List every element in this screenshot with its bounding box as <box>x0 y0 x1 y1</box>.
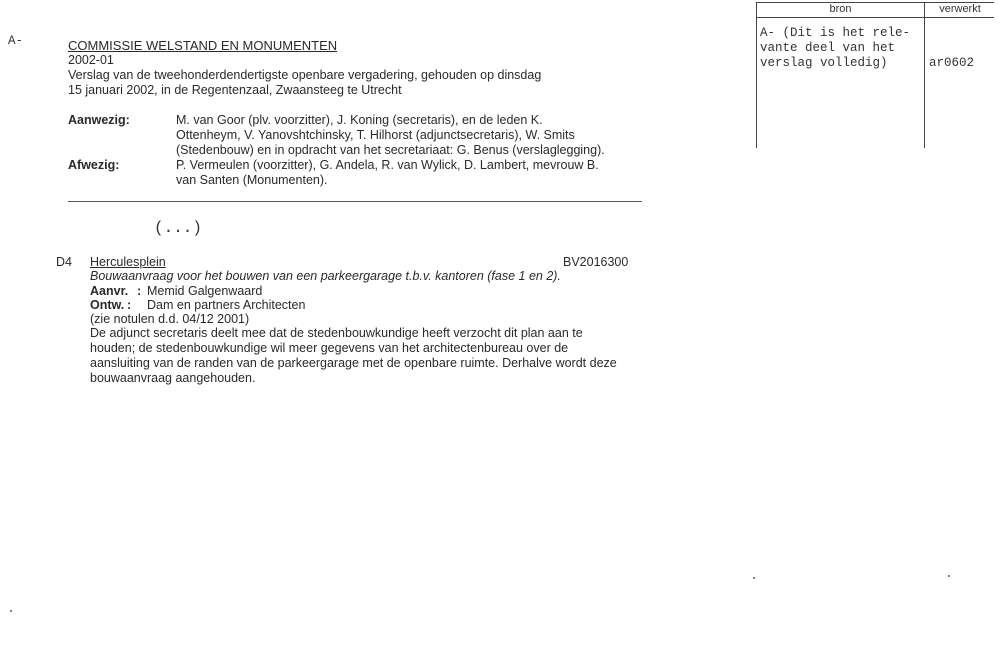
scan-speck <box>753 577 755 579</box>
bron-line: A- (Dit is het rele- <box>760 26 911 40</box>
document-subtitle-line2: 15 januari 2002, in de Regentenzaal, Zwaansteeg te Utrecht <box>68 83 402 97</box>
bron-line: verslag volledig) <box>760 56 888 70</box>
designer-name: Dam en partners Architecten <box>147 298 306 312</box>
present-line: Ottenheym, V. Yanovshtchinsky, T. Hilhorst (adjunctsecretaris), W. Smits <box>176 128 575 142</box>
table-header-bron: bron <box>829 3 852 15</box>
present-line: M. van Goor (plv. voorzitter), J. Koning (secretaris), en de leden K. <box>176 113 543 127</box>
verwerkt-value: ar0602 <box>929 56 975 70</box>
item-code: D4 <box>56 255 72 269</box>
item-location: Herculesplein <box>90 255 166 269</box>
bron-line: vante deel van het <box>760 41 896 55</box>
table-header-verwerkt: verwerkt <box>939 3 981 15</box>
item-body-line: aansluiting van de randen van de parkeergarage met de openbare ruimte. Derhalve wordt deze <box>90 356 617 370</box>
document-subtitle-line1: Verslag van de tweehonderdendertigste openbare vergadering, gehouden op dinsdag <box>68 68 542 82</box>
designer-separator: : <box>127 298 132 312</box>
item-body-line: De adjunct secretaris deelt mee dat de stedenbouwkundige heeft verzocht dit plan aan te <box>90 326 583 340</box>
item-body-line: houden; de stedenbouwkundige wil meer gegevens van het architectenbureau over de <box>90 341 569 355</box>
item-note: (zie notulen d.d. 04/12 2001) <box>90 312 250 326</box>
scan-speck <box>948 575 950 577</box>
item-reference: BV2016300 <box>563 255 629 269</box>
designer-label: Ontw. <box>90 298 125 312</box>
section-divider <box>68 201 642 202</box>
absent-label: Afwezig: <box>68 158 120 172</box>
present-line: (Stedenbouw) en in opdracht van het secretariaat: G. Benus (verslaglegging). <box>176 143 605 157</box>
margin-mark: A- <box>8 34 24 48</box>
item-body-line: bouwaanvraag aangehouden. <box>90 371 256 385</box>
document-title: COMMISSIE WELSTAND EN MONUMENTEN <box>68 38 338 53</box>
item-description: Bouwaanvraag voor het bouwen van een parkeergarage t.b.v. kantoren (fase 1 en 2). <box>90 269 561 283</box>
applicant-label: Aanvr. <box>90 284 129 298</box>
document-number: 2002-01 <box>68 53 114 67</box>
absent-line: van Santen (Monumenten). <box>176 173 328 187</box>
applicant-name: Memid Galgenwaard <box>147 284 263 298</box>
applicant-separator: : <box>137 284 142 298</box>
present-label: Aanwezig: <box>68 113 130 127</box>
scan-speck <box>10 610 12 612</box>
absent-line: P. Vermeulen (voorzitter), G. Andela, R. van Wylick, D. Lambert, mevrouw B. <box>176 158 599 172</box>
omission-marker: (...) <box>154 219 203 237</box>
